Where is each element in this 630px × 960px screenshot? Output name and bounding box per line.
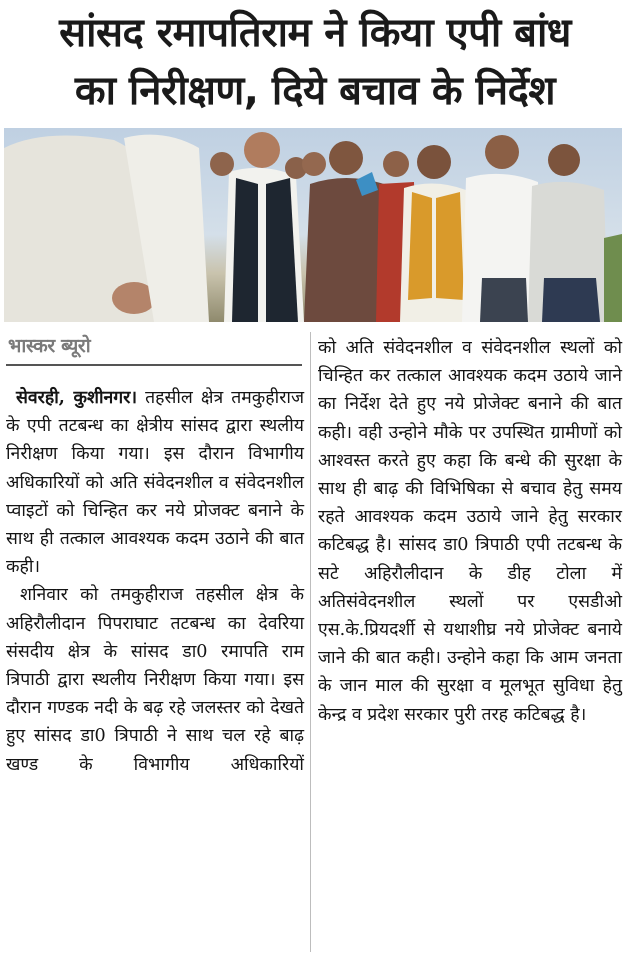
right-column-text bbox=[318, 334, 622, 729]
column-divider bbox=[310, 332, 311, 952]
group-of-people-illustration bbox=[4, 128, 622, 322]
article-columns bbox=[0, 326, 630, 960]
left-column-text bbox=[6, 384, 304, 779]
headline-line-2: का निरीक्षण, दिये बचाव के निर्देश bbox=[74, 68, 556, 114]
dateline: सेवरही, कुशीनगर। bbox=[16, 387, 138, 408]
byline-rule bbox=[6, 364, 302, 366]
headline-line-1: सांसद रमापतिराम ने किया एपी बांध bbox=[59, 10, 571, 56]
news-photo bbox=[4, 128, 622, 322]
article-paragraph-2: शनिवार को तमकुहीराज तहसील क्षेत्र के अहिरौलीदान पिपराघाट तटबन्ध का देवरिया संसदीय क्षेत्र के सांसद डा0 रमापति राम त्रिपाठी द्वारा स्थलीय निरीक्षण किया गया। इस दौरान गण्डक नदी के बढ़ रहे जलस्तर को देखते हुए सांसद डा0 त्रिपाठी ने साथ चल रहे बाढ़ खण्ड के विभागीय अधिकारियों bbox=[6, 585, 304, 775]
article-paragraph-1 bbox=[6, 384, 304, 581]
byline-block bbox=[6, 326, 304, 366]
byline: भास्कर ब्यूरो bbox=[8, 335, 91, 357]
article-paragraph-3: को अति संवेदनशील व संवेदनशील स्थलों को चिन्हित कर तत्काल आवश्यक कदम उठाये जाने का निर्देश देते हुए नये प्रोजेक्ट बनाने की बात कही। वही उन्होने मौके पर उपस्थित ग्रामीणों को आश्वस्त करते हुए कहा कि बन्धे की सुरक्षा के साथ ही बाढ़ की विभिषिका से बचाव हेतु समय रहते आवश्यक कदम उठाये जाने हेतु सरकार कटिबद्ध है। सांसद डा0 त्रिपाठी एपी तटबन्ध के सटे अहिरौलीदान के डीह टोला में अतिसंवेदनशील स्थलों पर एसडीओ एस.के.प्रियदर्शी से यथाशीघ्र नये प्रोजेक्ट बनाये जाने की बात कही। उन्होने कहा कि आम जनता के जान माल की सुरक्षा व मूलभूत सुविधा हेतु केन्द्र व प्रदेश सरकार पुरी तरह कटिबद्ध है। bbox=[318, 338, 622, 725]
headline bbox=[8, 4, 622, 120]
left-column bbox=[6, 326, 304, 779]
right-column bbox=[318, 334, 622, 729]
paragraph-1-text: तहसील क्षेत्र तमकुहीराज के एपी तटबन्ध का क्षेत्रीय सांसद द्वारा स्थलीय निरीक्षण किया गया। इस दौरान विभागीय अधिकारियों को अति संवेदनशील व संवेदनशील प्वाइटों को चिन्हित कर नये प्रोजक्ट बनाने के साथ ही तत्काल आवश्यक कदम उठाने की बात कही। bbox=[6, 388, 305, 578]
